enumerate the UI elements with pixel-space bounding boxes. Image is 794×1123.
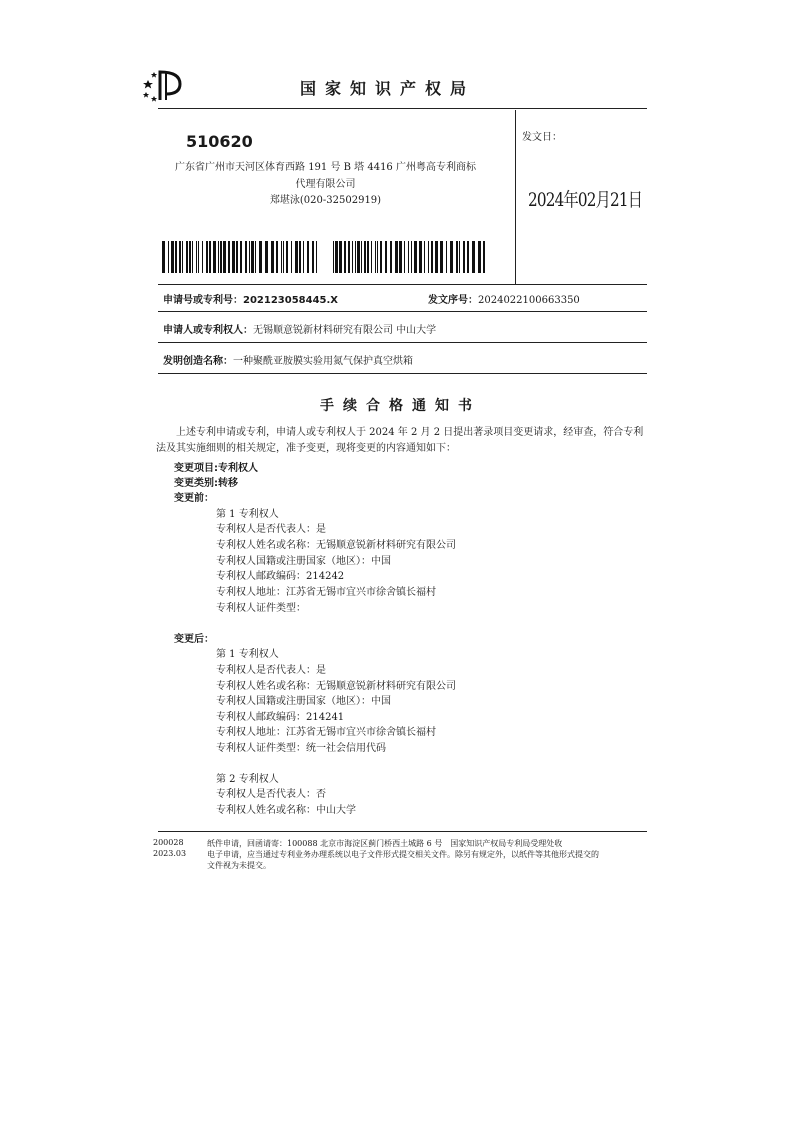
applicant: 无锡顺意锐新材料研究有限公司 中山大学 <box>253 325 437 336</box>
barcode-bar <box>175 241 177 273</box>
applicant-label: 申请人或专利权人： <box>163 325 253 336</box>
barcode-bar <box>333 241 334 273</box>
barcode-bar <box>404 241 405 273</box>
barcode-bar <box>380 241 382 273</box>
divider <box>158 373 647 374</box>
barcode-bar <box>303 241 304 273</box>
after-line: 第 2 专利权人 <box>216 774 279 785</box>
cnipa-logo-icon <box>142 66 188 106</box>
barcode-bar <box>344 241 346 273</box>
barcode-bar <box>209 241 211 273</box>
before-label: 变更前： <box>174 493 214 504</box>
barcode-bar <box>428 241 429 273</box>
after-line: 专利权人姓名或名称：无锡顺意锐新材料研究有限公司 <box>216 681 456 692</box>
barcode-bar <box>206 241 208 273</box>
header-divider <box>158 108 647 109</box>
divider <box>158 342 647 343</box>
footer-line-3: 文件视为未提交。 <box>207 861 271 870</box>
before-line: 专利权人是否代表人：是 <box>216 524 326 535</box>
serial-number-row <box>428 291 580 306</box>
footer-line-2: 电子申请，应当通过专利业务办理系统以电子文件形式提交相关文件。除另有规定外，以纸件等其他形式提交的 <box>207 850 599 859</box>
barcode-bar <box>228 241 230 273</box>
barcode-bar <box>435 241 438 273</box>
barcode-bar <box>361 241 362 273</box>
barcode-right <box>333 241 487 273</box>
after-line: 专利权人是否代表人：否 <box>216 789 326 800</box>
barcode-bar <box>399 241 402 273</box>
barcode-left <box>162 241 317 273</box>
after-line: 专利权人邮政编码：214241 <box>216 712 345 723</box>
barcode-bar <box>408 241 409 273</box>
barcode-bar <box>281 241 282 273</box>
date-column-divider <box>515 110 516 284</box>
barcode-bar <box>189 241 191 273</box>
barcode-bar <box>223 241 226 273</box>
barcode-bar <box>440 241 443 273</box>
barcode-bar <box>395 241 398 273</box>
barcode-bar <box>364 241 366 273</box>
barcode-bar <box>312 241 314 273</box>
invention-label: 发明创造名称： <box>163 356 233 367</box>
recipient-postcode: 510620 <box>186 132 253 151</box>
barcode-bar <box>259 241 262 273</box>
barcode-bar <box>375 241 376 273</box>
barcode-bar <box>232 241 235 273</box>
change-type: 变更类别:转移 <box>174 478 238 489</box>
barcode-bar <box>478 241 481 273</box>
barcode-bar <box>162 241 165 273</box>
barcode-bar <box>218 241 219 273</box>
barcode-bar <box>367 241 369 273</box>
barcode-bar <box>196 241 197 273</box>
barcode-bar <box>255 241 256 273</box>
send-date-label: 发文日： <box>522 132 562 143</box>
barcode-bar <box>236 241 238 273</box>
divider <box>158 311 647 312</box>
after-line: 专利权人地址：江苏省无锡市宜兴市徐舍镇长福村 <box>216 727 436 738</box>
barcode-bar <box>446 241 447 273</box>
notice-intro: 上述专利申请或专利，申请人或专利权人于 2024 年 2 月 2 日提出著录项目变更请求，经审查，符合专利法及其实施细则的相关规定，准予变更，现将变更的内容通知如下： <box>156 427 644 454</box>
before-line: 第 1 专利权人 <box>216 509 279 520</box>
barcode-bar <box>352 241 353 273</box>
barcode-bar <box>192 241 193 273</box>
barcode-bar <box>357 241 360 273</box>
barcode-bar <box>283 241 284 273</box>
barcode-bar <box>390 241 392 273</box>
barcode-bar <box>295 241 298 273</box>
barcode-bar <box>202 241 203 273</box>
barcode-bar <box>179 241 181 273</box>
barcode-bar <box>377 241 378 273</box>
barcode-bar <box>467 241 469 273</box>
barcode-bar <box>265 241 268 273</box>
footer-code-1: 200028 <box>153 838 184 847</box>
before-line: 专利权人地址：江苏省无锡市宜兴市徐舍镇长福村 <box>216 587 436 598</box>
before-line: 专利权人证件类型： <box>216 603 306 614</box>
barcode-bar <box>424 241 425 273</box>
barcode-bar <box>198 241 199 273</box>
barcode-bar <box>463 241 465 273</box>
recipient-address-line2: 代理有限公司 <box>295 179 356 190</box>
barcode-bar <box>355 241 356 273</box>
office-title: 国家知识产权局 <box>300 79 476 98</box>
barcode-bar <box>186 241 188 273</box>
barcode-bar <box>307 241 309 273</box>
barcode-bar <box>245 241 247 273</box>
barcode-bar <box>472 241 475 273</box>
application-number-label: 申请号或专利号： <box>163 295 243 306</box>
barcode-bar <box>483 241 485 273</box>
barcode-bar <box>348 241 350 273</box>
barcode-bar <box>299 241 301 273</box>
recipient-contact: 郑堪泳(020-32502919) <box>269 195 382 206</box>
barcode-bar <box>385 241 387 273</box>
invention-title: 一种聚酰亚胺膜实验用氮气保护真空烘箱 <box>233 356 413 367</box>
barcode-bar <box>240 241 242 273</box>
barcode-bar <box>316 241 317 273</box>
before-line: 专利权人国籍或注册国家（地区）：中国 <box>216 556 391 567</box>
barcode-bar <box>411 241 412 273</box>
barcode-bar <box>414 241 417 273</box>
applicant-row <box>163 321 436 336</box>
footer-divider <box>158 831 647 832</box>
after-line: 专利权人是否代表人：是 <box>216 665 326 676</box>
barcode-bar <box>182 241 183 273</box>
barcode-bar <box>419 241 422 273</box>
barcode-bar <box>286 241 288 273</box>
barcode-bar <box>213 241 216 273</box>
serial-number-label: 发文序号： <box>428 295 478 306</box>
after-line: 专利权人证件类型：统一社会信用代码 <box>216 743 386 754</box>
after-label: 变更后： <box>174 634 214 645</box>
before-line: 专利权人邮政编码：214242 <box>216 571 345 582</box>
barcode-bar <box>335 241 338 273</box>
barcode-bar <box>291 241 292 273</box>
before-line: 专利权人姓名或名称：无锡顺意锐新材料研究有限公司 <box>216 540 456 551</box>
barcode-bar <box>339 241 342 273</box>
serial-number: 2024022100663350 <box>478 295 580 306</box>
footer-code-2: 2023.03 <box>153 849 187 858</box>
barcode-bar <box>431 241 433 273</box>
after-line: 专利权人国籍或注册国家（地区）：中国 <box>216 696 391 707</box>
application-number-row <box>163 291 338 306</box>
barcode-bar <box>450 241 453 273</box>
barcode-bar <box>276 241 278 273</box>
divider <box>158 284 647 285</box>
recipient-address-line1: 广东省广州市天河区体育西路 191 号 B 塔 4416 广州粤高专利商标 <box>175 162 476 173</box>
after-line: 第 1 专利权人 <box>216 649 279 660</box>
barcode-bar <box>456 241 458 273</box>
notice-title: 手续合格通知书 <box>320 398 481 414</box>
barcode-bar <box>168 241 169 273</box>
barcode-bar <box>171 241 174 273</box>
send-date-value: 2024年02月21日 <box>528 189 643 211</box>
barcode-bar <box>220 241 222 273</box>
after-line: 专利权人姓名或名称：中山大学 <box>216 805 356 816</box>
change-item: 变更项目:专利权人 <box>174 463 258 474</box>
barcode-bar <box>251 241 254 273</box>
barcode-bar <box>271 241 274 273</box>
barcode-bar <box>249 241 250 273</box>
application-number: 202123058445.X <box>243 295 339 306</box>
footer-line-1: 纸件申请，回函请寄：100088 北京市海淀区蓟门桥西土城路 6 号 国家知识产权局专利局受理处收 <box>207 839 563 848</box>
barcode-bar <box>371 241 372 273</box>
invention-row <box>163 352 413 367</box>
barcode-bar <box>459 241 460 273</box>
